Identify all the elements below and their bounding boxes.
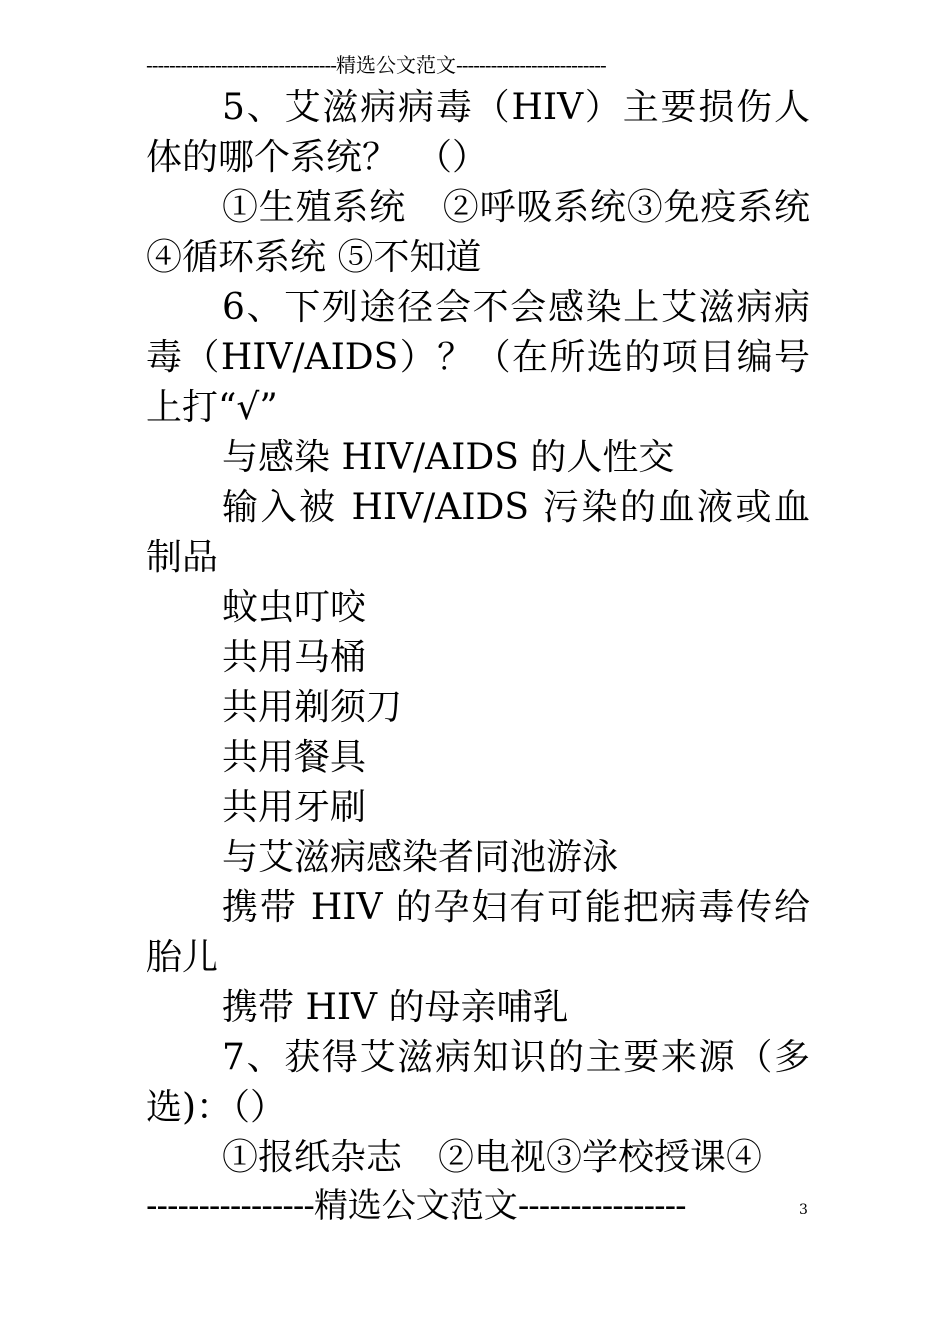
footer-title: 精选公文范文 bbox=[313, 1186, 518, 1226]
q6-item-mosquito-bites: 蚊虫叮咬 bbox=[222, 587, 367, 628]
footer-dashes-right: ---------------- bbox=[517, 1186, 686, 1226]
question-5: 5、艾滋病病毒（HIV）主要损伤人体的哪个系统？ （） bbox=[146, 87, 810, 178]
header-dashes-right: -------------------------- bbox=[456, 53, 606, 77]
q6-item-breastfeeding: 携带 HIV 的母亲哺乳 bbox=[222, 987, 569, 1028]
page-footer bbox=[146, 1183, 786, 1229]
q6-item-shared-razor: 共用剃须刀 bbox=[222, 687, 403, 728]
q6-item-blood-transfusion: 输入被 HIV/AIDS 污染的血液或血制品 bbox=[146, 487, 810, 578]
q6-item-shared-toilet: 共用马桶 bbox=[222, 637, 367, 678]
footer-dashes-left: ---------------- bbox=[146, 1186, 314, 1226]
q6-item-shared-toothbrush: 共用牙刷 bbox=[222, 787, 367, 828]
page-header bbox=[146, 52, 806, 78]
question-7: 7、获得艾滋病知识的主要来源（多选)：（） bbox=[146, 1037, 810, 1128]
q6-item-swimming: 与艾滋病感染者同池游泳 bbox=[222, 837, 619, 878]
page-number: 3 bbox=[799, 1202, 808, 1218]
header-dashes-left: --------------------------------- bbox=[146, 53, 337, 77]
q6-item-sexual-contact: 与感染 HIV/AIDS 的人性交 bbox=[222, 437, 675, 478]
q6-item-mother-to-fetus: 携带 HIV 的孕妇有可能把病毒传给胎儿 bbox=[146, 887, 810, 978]
question-7-options: ①报纸杂志 ②电视③学校授课④ bbox=[222, 1137, 763, 1178]
question-5-options: ①生殖系统 ②呼吸系统③免疫系统 ④循环系统 ⑤不知道 bbox=[146, 187, 847, 278]
header-title: 精选公文范文 bbox=[336, 53, 457, 77]
q6-item-shared-tableware: 共用餐具 bbox=[222, 737, 367, 778]
question-6: 6、下列途径会不会感染上艾滋病病毒（HIV/AIDS）？（在所选的项目编号上打“√” bbox=[146, 287, 810, 428]
document-body bbox=[146, 83, 847, 1183]
